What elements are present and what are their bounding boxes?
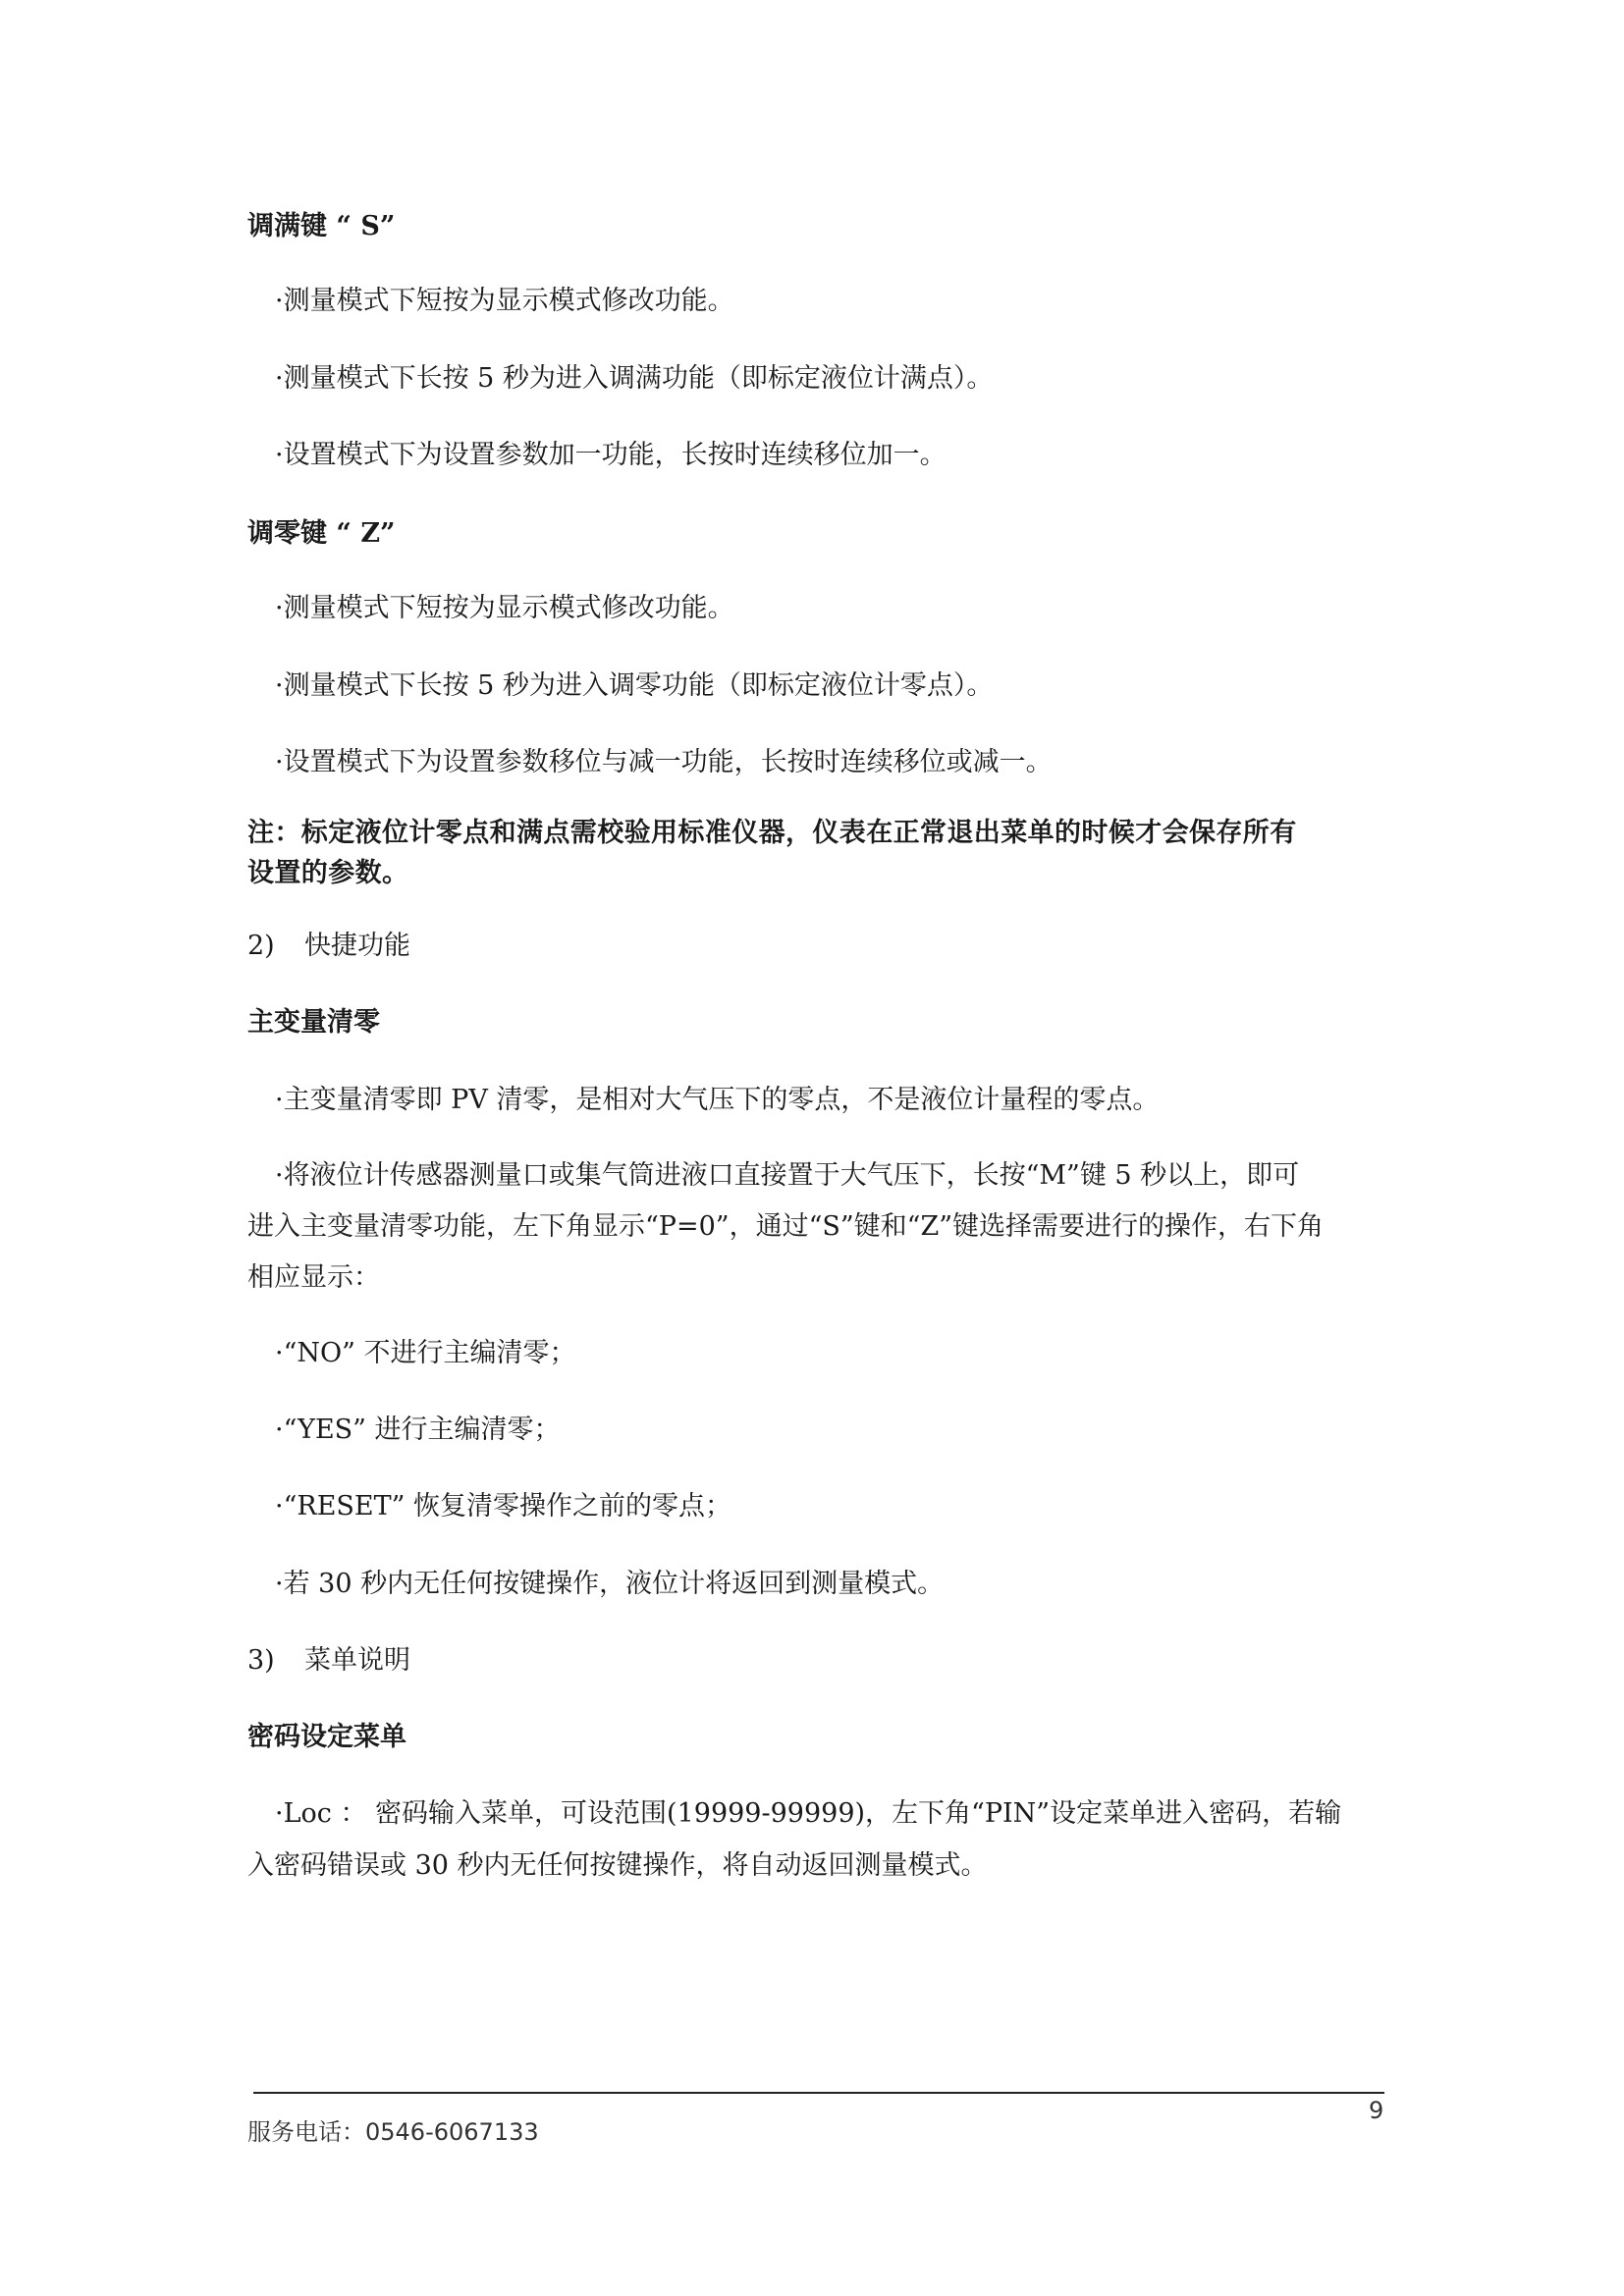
section-3-number: 3)	[247, 1645, 275, 1676]
note-line-2: 设置的参数。	[247, 858, 409, 888]
pv-zero-timeout: ·若 30 秒内无任何按键操作，液位计将返回到测量模式。	[275, 1569, 945, 1599]
z-key-item-1: ·测量模式下短按为显示模式修改功能。	[275, 593, 734, 623]
section-3-title	[247, 1644, 410, 1678]
s-key-item-2: ·测量模式下长按 5 秒为进入调满功能（即标定液位计满点）。	[275, 363, 994, 394]
z-key-item-2: ·测量模式下长按 5 秒为进入调零功能（即标定液位计零点）。	[275, 670, 994, 701]
pv-zero-item-2-line-1: ·将液位计传感器测量口或集气筒进液口直接置于大气压下，长按“M”键 5 秒以上，即可	[275, 1160, 1300, 1191]
section-2-label: 快捷功能	[304, 931, 410, 961]
pv-zero-option-yes: ·“YES” 进行主编清零；	[275, 1415, 561, 1445]
s-key-heading: 调满键 “ S”	[247, 211, 396, 241]
pv-zero-option-no: ·“NO” 不进行主编清零；	[275, 1338, 576, 1368]
footer-divider	[253, 2092, 1384, 2094]
section-2-number: 2)	[247, 931, 275, 961]
page-number: 9	[1369, 2097, 1384, 2124]
pv-zero-option-reset: ·“RESET” 恢复清零操作之前的零点；	[275, 1491, 732, 1522]
s-key-item-1: ·测量模式下短按为显示模式修改功能。	[275, 286, 734, 316]
note-line-1: 注：标定液位计零点和满点需校验用标准仪器，仪表在正常退出菜单的时候才会保存所有	[247, 818, 1297, 848]
s-key-item-3: ·设置模式下为设置参数加一功能，长按时连续移位加一。	[275, 440, 947, 470]
pv-zero-heading: 主变量清零	[247, 1007, 380, 1038]
section-3-label: 菜单说明	[304, 1645, 410, 1676]
z-key-item-3: ·设置模式下为设置参数移位与减一功能，长按时连续移位或减一。	[275, 747, 1053, 777]
pv-zero-item-2-line-2: 进入主变量清零功能，左下角显示“P=0”，通过“S”键和“Z”键选择需要进行的操作，右下角	[247, 1211, 1325, 1242]
pv-zero-item-1: ·主变量清零即 PV 清零，是相对大气压下的零点，不是液位计量程的零点。	[275, 1085, 1160, 1115]
password-heading: 密码设定菜单	[247, 1722, 406, 1752]
section-2-title	[247, 930, 410, 963]
password-item-line-1: ·Loc ： 密码输入菜单，可设范围(19999-99999)，左下角“PIN”设定菜单进入密码，若输	[275, 1798, 1342, 1829]
password-item-line-2: 入密码错误或 30 秒内无任何按键操作，将自动返回测量模式。	[247, 1850, 988, 1881]
pv-zero-item-2-line-3: 相应显示：	[247, 1262, 380, 1293]
z-key-heading: 调零键 “ Z”	[247, 518, 396, 549]
footer-service-phone: 服务电话：0546-6067133	[247, 2118, 539, 2146]
